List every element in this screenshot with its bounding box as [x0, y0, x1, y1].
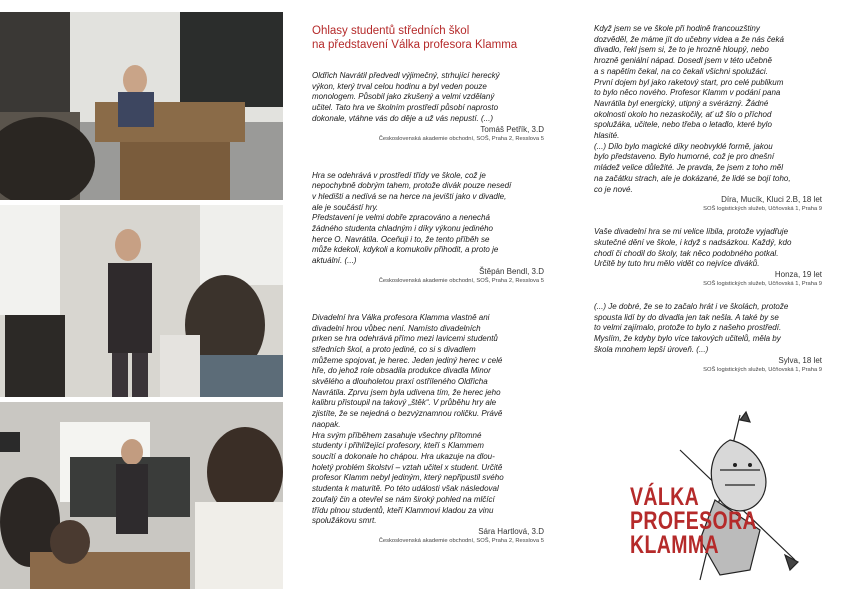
review-text: Když jsem se ve škole při hodině francouzštiny dozvěděl, že máme jít do učebny videa a že nás čeká divadlo, řekl jsem si, že to je hrozně hloupý, nebo hrozně geniální nápad. Dosedl jsem v této učebně a s napětím čekal, na co čekali všichni spolužáci. První dojem byl jako raketový start, pro celé publikum to bylo něco nového. Profesor Klamm v podání pana Navrátila byl energický, utipný a svérázný. Žádné okolnosti okolo ho nezaskočily, ať už šlo o příchod spolužáka, učitele, nebo třeba o letadlo, které bylo hlasité. (...) Dílo bylo magické díky neobvyklé formě, jakou bylo představeno. Bylo humorné, což je pro dnešní mládež velice důležité. Je pravda, že jsem z toho měl na začátku strach, ale je dokázané, že lidé se bojí toho, co je nové.	[594, 24, 791, 194]
review-author: Sára Hartlová, 3.D	[478, 526, 544, 536]
poster-title-line: PROFESORA	[630, 507, 758, 535]
review-school: SOŠ logistických služeb, Učňovská 1, Praha 9	[703, 366, 822, 373]
review-block	[594, 302, 822, 374]
review-text: Vaše divadelní hra se mi velice líbila, protože vyjadřuje skutečné dění ve škole, i když s nadsázkou. Každý, kdo chodí či chodil do školy, tak něco podobného potkal. Určitě by tuto hru mělo vidět co nejvíce diváků.	[594, 227, 792, 269]
review-school: Československá akademie obchodní, SOŠ, Praha 2, Resslova 5	[378, 277, 544, 284]
review-text: (...) Je dobré, že se to začalo hrát i ve školách, protože spousta lidí by do divadla jen tak nešla. A také by se to velmi zajímalo, protože to bylo z našeho prostředí. Myslím, že kdyby bylo více takových učitelů, měla by škola mnohem lepší úroveň. (...)	[594, 302, 789, 354]
review-block	[312, 71, 544, 143]
review-block	[312, 313, 544, 545]
review-school: Československá akademie obchodní, SOŠ, Praha 2, Resslova 5	[378, 537, 544, 544]
review-author: Díra, Mucík, Kluci 2.B, 18 let	[721, 195, 822, 205]
photo-actor-standing-classroom	[0, 205, 283, 397]
review-author: Štěpán Bendl, 3.D	[479, 266, 544, 276]
review-author: Tomáš Petřík, 3.D	[480, 124, 544, 134]
review-school: Československá akademie obchodní, SOŠ, Praha 2, Resslova 5	[378, 135, 544, 142]
poster-title	[630, 485, 757, 557]
review-text: Divadelní hra Válka profesora Klamma vlastně ani divadelní hrou vůbec není. Namísto divadelních prken se hra odehrává přímo mezi lavicemi studentů středních škol, a proto jediné, co si s divadlem můžeme spojovat, je herec. Jeden jediný herec v celé hře, do jehož role obsadila produkce divadla Minor skvělého a dlouholetou praxí ostříleného Oldřicha Navrátila. Zprvu jsem byla udivena tím, že herec jeho kalibru přistoupil na takový „štěk“. V průběhu hry ale zjistíte, že se nejedná o bezvýznamnou roličku. Právě naopak. Hra svým příběhem zasahuje všechny přítomné studenty i přihlížející profesory, kteří s Klammem soucítí a dokonale ho chápou. Hra ukazuje na dlou- holetý problém školství – vztah učitel x student. Určitě profesor Klamm nebyl jediným, který nepřipustil svého studenta k maturitě. Po této události však následoval zoufalý čin a otevřel se nám široký pohled na mlčící třídu plnou studentů, kteří Klammovi kladou za vinu spolužákovu smrt.	[312, 312, 504, 526]
review-text: Oldřich Navrátil předvedl výjimečný, strhující herecký výkon, který trval celou hodinu a byl veden pouze monologem. Působil jako zkušený a velmi vzdělaný učitel. Tato hra ve školním prostředí působí naprosto dokonale, vtáhne vás do děje a už vás nepustí. (...)	[312, 71, 500, 123]
review-block	[312, 171, 544, 285]
review-block	[594, 227, 822, 288]
review-author: Honza, 19 let	[774, 270, 822, 280]
reviews-column-middle	[312, 24, 544, 573]
reviews-column-right	[594, 24, 822, 388]
review-school: SOŠ logistických služeb, Učňovská 1, Praha 9	[703, 281, 822, 288]
poster-title-line: VÁLKA	[630, 483, 700, 511]
poster-title-line: KLAMMA	[630, 531, 719, 559]
photo-actor-at-desk	[0, 12, 283, 200]
photo-actor-among-students	[0, 402, 283, 589]
review-text: Hra se odehrává v prostředí třídy ve škole, což je nepochybně dobrým tahem, protože divák pouze nesedí v hledišti a nedívá se na herce na jevišti jako v divadle, ale je součástí hry. Představení je velmi dobře zpracováno a nenechá žádného studenta chladným i díky výkonu jediného herce O. Navrátila. Oceňuji i to, že tento příběh se může kdekoli, kdykoli a komukoliv přihodit, a proto je aktuální. (...)	[312, 170, 512, 266]
review-author: Sylva, 18 let	[778, 355, 822, 365]
page-title: Ohlasy studentů středních škol na představení Válka profesora Klamma	[312, 25, 518, 51]
review-block	[594, 24, 822, 213]
review-school: SOŠ logistických služeb, Učňovská 1, Praha 9	[703, 206, 822, 213]
